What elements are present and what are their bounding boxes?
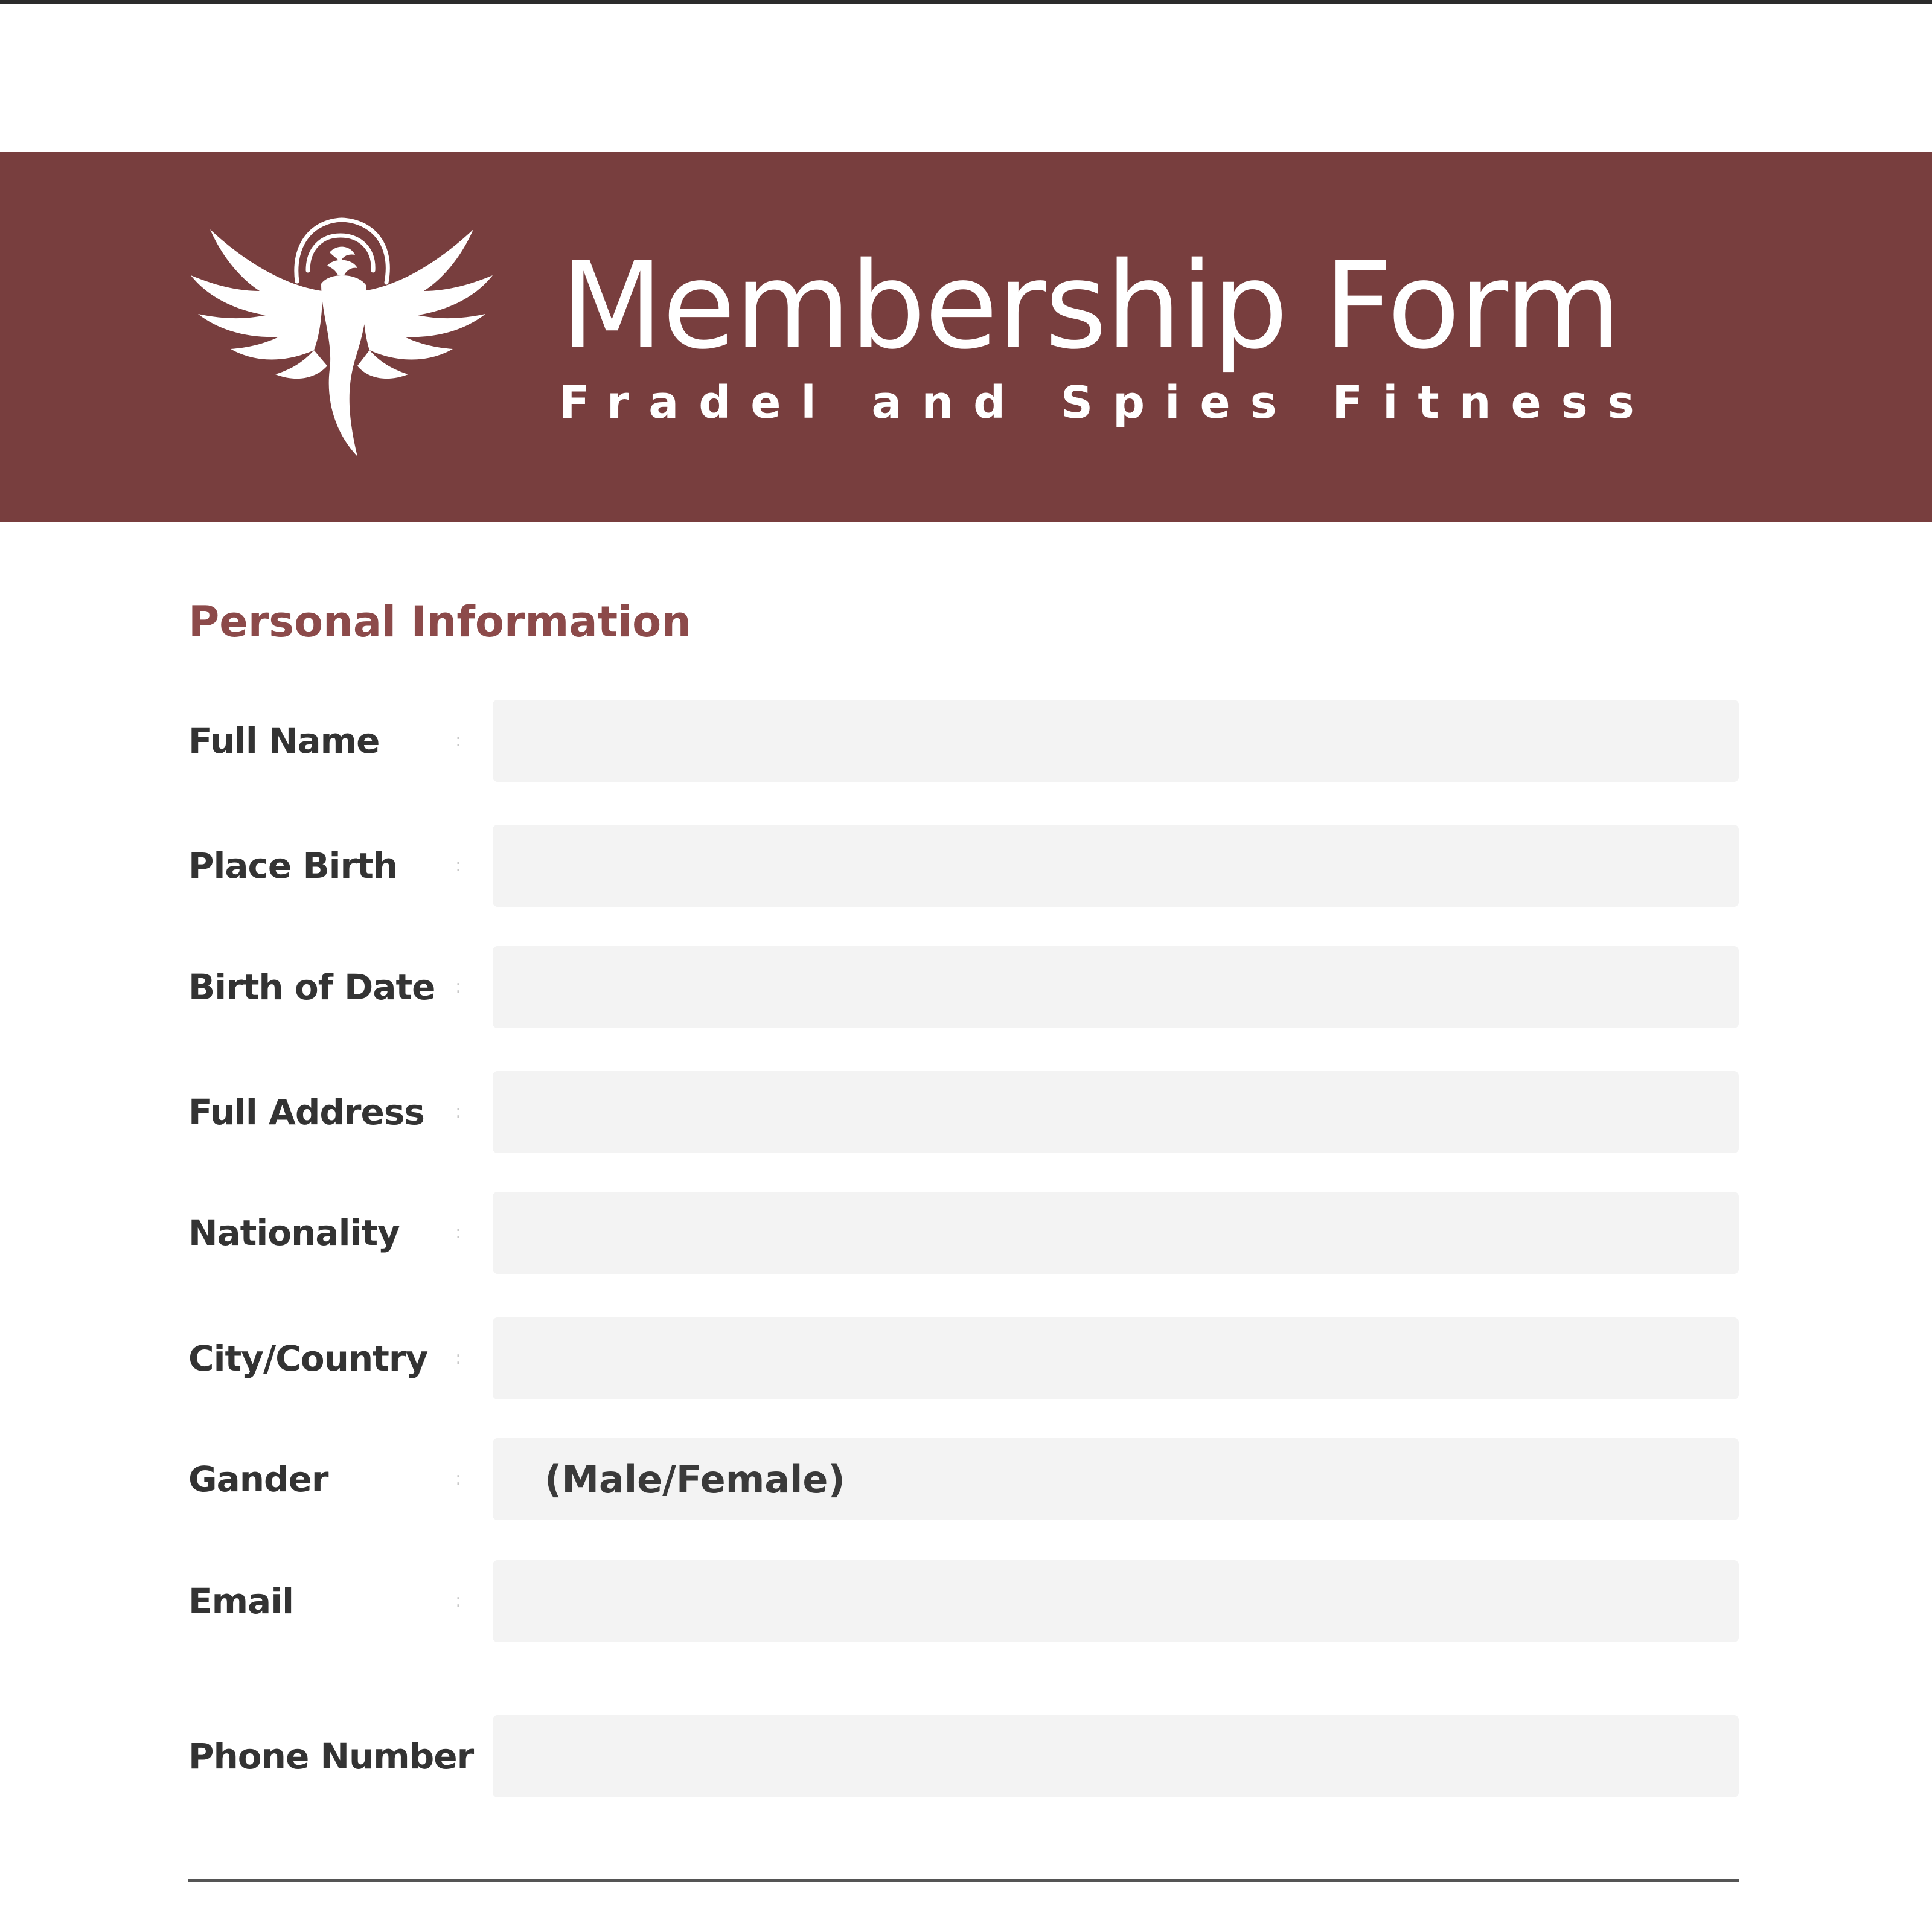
- field-label: Nationality: [188, 1212, 400, 1253]
- nationality-input[interactable]: [493, 1192, 1739, 1274]
- form-row-birth-of-date: [188, 946, 1739, 1028]
- field-label: Gander: [188, 1459, 328, 1500]
- form-row-nationality: [188, 1192, 1739, 1274]
- form-title: Membership Form: [560, 236, 1620, 376]
- form-row-gander: [188, 1438, 1739, 1520]
- section-heading-personal-information: Personal Information: [188, 597, 691, 647]
- field-colon: :: [455, 1222, 462, 1243]
- phone-number-input[interactable]: [493, 1715, 1739, 1797]
- top-edge-divider: [0, 0, 1932, 4]
- form-row-email: [188, 1560, 1739, 1642]
- phoenix-logo-icon: [185, 208, 499, 473]
- city-country-input[interactable]: [493, 1317, 1739, 1399]
- field-label: Place Birth: [188, 845, 398, 886]
- form-row-full-address: [188, 1071, 1739, 1153]
- form-row-city-country: [188, 1317, 1739, 1399]
- full-name-input[interactable]: [493, 700, 1739, 782]
- field-colon: :: [455, 976, 462, 997]
- field-label: Full Address: [188, 1092, 424, 1133]
- form-row-full-name: [188, 700, 1739, 782]
- form-row-phone-number: [188, 1715, 1739, 1797]
- field-label: Birth of Date: [188, 967, 435, 1008]
- field-label: Phone Number: [188, 1736, 474, 1777]
- birth-of-date-input[interactable]: [493, 946, 1739, 1028]
- email-input[interactable]: [493, 1560, 1739, 1642]
- gander-input[interactable]: [493, 1438, 1739, 1520]
- field-label: City/Country: [188, 1338, 428, 1379]
- field-colon: :: [455, 855, 462, 876]
- field-colon: :: [455, 1468, 462, 1489]
- field-colon: :: [455, 1101, 462, 1122]
- form-row-place-birth: [188, 825, 1739, 907]
- field-label: Full Name: [188, 720, 380, 761]
- field-colon: :: [455, 1348, 462, 1369]
- field-label: Email: [188, 1581, 293, 1622]
- company-name: Fradel and Spies Fitness: [559, 377, 1654, 429]
- full-address-input[interactable]: [493, 1071, 1739, 1153]
- field-colon: :: [455, 730, 462, 751]
- field-colon: :: [455, 1590, 462, 1611]
- place-birth-input[interactable]: [493, 825, 1739, 907]
- bottom-divider: [188, 1879, 1739, 1882]
